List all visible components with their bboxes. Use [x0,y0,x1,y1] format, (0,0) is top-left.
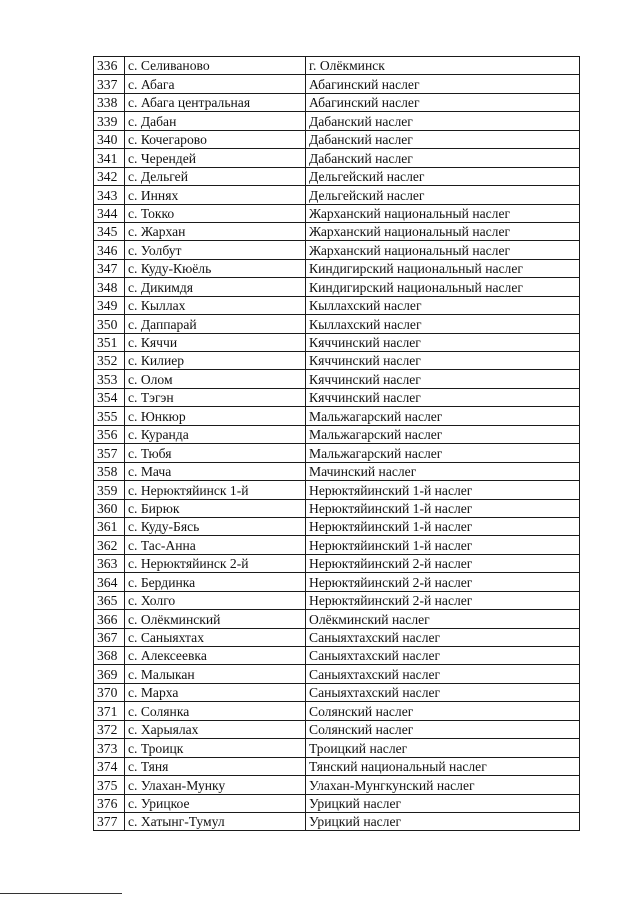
row-number-cell: 375 [94,776,125,794]
settlement-name-cell: с. Солянка [125,702,306,720]
settlement-name-cell: с. Троицк [125,739,306,757]
settlement-name-cell: с. Дельгей [125,167,306,185]
row-number-cell: 374 [94,757,125,775]
municipality-name-cell: Дабанский наслег [306,112,580,130]
table-row [94,481,580,499]
settlement-name-cell: с. Марха [125,683,306,701]
municipality-name-cell: Жарханский национальный наслег [306,222,580,240]
table-row [94,112,580,130]
municipality-name-cell: Мальжагарский наслег [306,425,580,443]
row-number-cell: 354 [94,388,125,406]
row-number-cell: 365 [94,591,125,609]
settlement-name-cell: с. Саныяхтах [125,628,306,646]
municipality-name-cell: Дельгейский наслег [306,167,580,185]
municipality-name-cell: Саныяхтахский наслег [306,683,580,701]
settlement-name-cell: с. Юнкюр [125,407,306,425]
municipality-name-cell: Нерюктяйинский 2-й наслег [306,573,580,591]
row-number-cell: 338 [94,93,125,111]
row-number-cell: 372 [94,720,125,738]
table-row [94,812,580,830]
table-row [94,739,580,757]
row-number-cell: 373 [94,739,125,757]
table-row [94,278,580,296]
table-row [94,222,580,240]
table-row [94,536,580,554]
municipality-name-cell: Кяччинский наслег [306,333,580,351]
settlement-name-cell: с. Жархан [125,222,306,240]
municipality-name-cell: Абагинский наслег [306,93,580,111]
municipality-name-cell: Кяччинский наслег [306,352,580,370]
settlement-name-cell: с. Бердинка [125,573,306,591]
municipality-name-cell: Саныяхтахский наслег [306,665,580,683]
table-row [94,186,580,204]
row-number-cell: 342 [94,167,125,185]
municipality-name-cell: Урицкий наслег [306,794,580,812]
settlement-name-cell: с. Нерюктяйинск 1-й [125,481,306,499]
municipality-name-cell: Мачинский наслег [306,462,580,480]
row-number-cell: 360 [94,499,125,517]
settlement-name-cell: с. Алексеевка [125,647,306,665]
table-row [94,296,580,314]
municipality-name-cell: Олёкминский наслег [306,610,580,628]
municipality-name-cell: Киндигирский национальный наслег [306,278,580,296]
municipality-name-cell: Жарханский национальный наслег [306,241,580,259]
row-number-cell: 351 [94,333,125,351]
row-number-cell: 337 [94,75,125,93]
settlement-name-cell: с. Мача [125,462,306,480]
municipality-name-cell: Улахан-Мунгкунский наслег [306,776,580,794]
municipality-name-cell: Саныяхтахский наслег [306,628,580,646]
settlement-name-cell: с. Иннях [125,186,306,204]
row-number-cell: 339 [94,112,125,130]
row-number-cell: 358 [94,462,125,480]
row-number-cell: 350 [94,315,125,333]
table-row [94,130,580,148]
settlement-name-cell: с. Куду-Бясь [125,517,306,535]
row-number-cell: 340 [94,130,125,148]
table-row [94,57,580,75]
table-row [94,462,580,480]
settlement-name-cell: с. Кяччи [125,333,306,351]
row-number-cell: 356 [94,425,125,443]
row-number-cell: 348 [94,278,125,296]
table-row [94,333,580,351]
municipality-name-cell: Жарханский национальный наслег [306,204,580,222]
municipality-name-cell: Нерюктяйинский 1-й наслег [306,517,580,535]
table-row [94,554,580,572]
settlement-name-cell: с. Тэгэн [125,388,306,406]
document-page [93,56,580,831]
settlement-name-cell: с. Холго [125,591,306,609]
municipality-name-cell: Дабанский наслег [306,130,580,148]
table-row [94,702,580,720]
municipality-name-cell: Нерюктяйинский 1-й наслег [306,481,580,499]
settlements-table [93,56,580,831]
row-number-cell: 361 [94,517,125,535]
settlement-name-cell: с. Тяня [125,757,306,775]
row-number-cell: 357 [94,444,125,462]
row-number-cell: 343 [94,186,125,204]
municipality-name-cell: Дабанский наслег [306,149,580,167]
municipality-name-cell: Кяччинский наслег [306,388,580,406]
settlement-name-cell: с. Абага центральная [125,93,306,111]
municipality-name-cell: Кыллахский наслег [306,315,580,333]
settlement-name-cell: с. Кочегарово [125,130,306,148]
settlement-name-cell: с. Куду-Кюёль [125,259,306,277]
row-number-cell: 346 [94,241,125,259]
footnote-separator [0,893,122,894]
municipality-name-cell: Кыллахский наслег [306,296,580,314]
settlement-name-cell: с. Даппарай [125,315,306,333]
settlement-name-cell: с. Хатынг-Тумул [125,812,306,830]
settlement-name-cell: с. Абага [125,75,306,93]
settlement-name-cell: с. Селиваново [125,57,306,75]
settlement-name-cell: с. Уолбут [125,241,306,259]
settlement-name-cell: с. Тас-Анна [125,536,306,554]
table-row [94,315,580,333]
row-number-cell: 336 [94,57,125,75]
municipality-name-cell: Мальжагарский наслег [306,407,580,425]
municipality-name-cell: г. Олёкминск [306,57,580,75]
table-row [94,683,580,701]
row-number-cell: 370 [94,683,125,701]
settlement-name-cell: с. Малыкан [125,665,306,683]
row-number-cell: 352 [94,352,125,370]
table-row [94,573,580,591]
settlement-name-cell: с. Килиер [125,352,306,370]
row-number-cell: 359 [94,481,125,499]
municipality-name-cell: Троицкий наслег [306,739,580,757]
table-row [94,149,580,167]
settlement-name-cell: с. Тюбя [125,444,306,462]
settlement-name-cell: с. Токко [125,204,306,222]
table-row [94,167,580,185]
settlement-name-cell: с. Дикимдя [125,278,306,296]
table-row [94,75,580,93]
row-number-cell: 344 [94,204,125,222]
settlement-name-cell: с. Урицкое [125,794,306,812]
table-row [94,444,580,462]
table-row [94,370,580,388]
row-number-cell: 341 [94,149,125,167]
settlement-name-cell: с. Олёкминский [125,610,306,628]
row-number-cell: 367 [94,628,125,646]
table-row [94,259,580,277]
table-row [94,720,580,738]
table-row [94,628,580,646]
municipality-name-cell: Мальжагарский наслег [306,444,580,462]
table-row [94,425,580,443]
table-row [94,517,580,535]
municipality-name-cell: Абагинский наслег [306,75,580,93]
row-number-cell: 376 [94,794,125,812]
row-number-cell: 366 [94,610,125,628]
municipality-name-cell: Нерюктяйинский 1-й наслег [306,499,580,517]
table-row [94,757,580,775]
row-number-cell: 362 [94,536,125,554]
municipality-name-cell: Саныяхтахский наслег [306,647,580,665]
settlement-name-cell: с. Черендей [125,149,306,167]
municipality-name-cell: Кяччинский наслег [306,370,580,388]
municipality-name-cell: Тянский национальный наслег [306,757,580,775]
table-row [94,776,580,794]
municipality-name-cell: Нерюктяйинский 2-й наслег [306,591,580,609]
settlements-table-body [94,57,580,831]
municipality-name-cell: Солянский наслег [306,720,580,738]
settlement-name-cell: с. Бирюк [125,499,306,517]
municipality-name-cell: Солянский наслег [306,702,580,720]
table-row [94,204,580,222]
table-row [94,794,580,812]
municipality-name-cell: Дельгейский наслег [306,186,580,204]
row-number-cell: 347 [94,259,125,277]
settlement-name-cell: с. Улахан-Мунку [125,776,306,794]
settlement-name-cell: с. Нерюктяйинск 2-й [125,554,306,572]
settlement-name-cell: с. Кыллах [125,296,306,314]
row-number-cell: 363 [94,554,125,572]
table-row [94,388,580,406]
table-row [94,591,580,609]
row-number-cell: 353 [94,370,125,388]
row-number-cell: 377 [94,812,125,830]
settlement-name-cell: с. Дабан [125,112,306,130]
municipality-name-cell: Нерюктяйинский 2-й наслег [306,554,580,572]
table-row [94,665,580,683]
table-row [94,93,580,111]
row-number-cell: 349 [94,296,125,314]
row-number-cell: 364 [94,573,125,591]
table-row [94,647,580,665]
municipality-name-cell: Киндигирский национальный наслег [306,259,580,277]
settlement-name-cell: с. Олом [125,370,306,388]
table-row [94,407,580,425]
row-number-cell: 345 [94,222,125,240]
table-row [94,241,580,259]
settlement-name-cell: с. Куранда [125,425,306,443]
row-number-cell: 369 [94,665,125,683]
row-number-cell: 368 [94,647,125,665]
settlement-name-cell: с. Харыялах [125,720,306,738]
row-number-cell: 355 [94,407,125,425]
table-row [94,499,580,517]
municipality-name-cell: Урицкий наслег [306,812,580,830]
municipality-name-cell: Нерюктяйинский 1-й наслег [306,536,580,554]
table-row [94,610,580,628]
table-row [94,352,580,370]
row-number-cell: 371 [94,702,125,720]
